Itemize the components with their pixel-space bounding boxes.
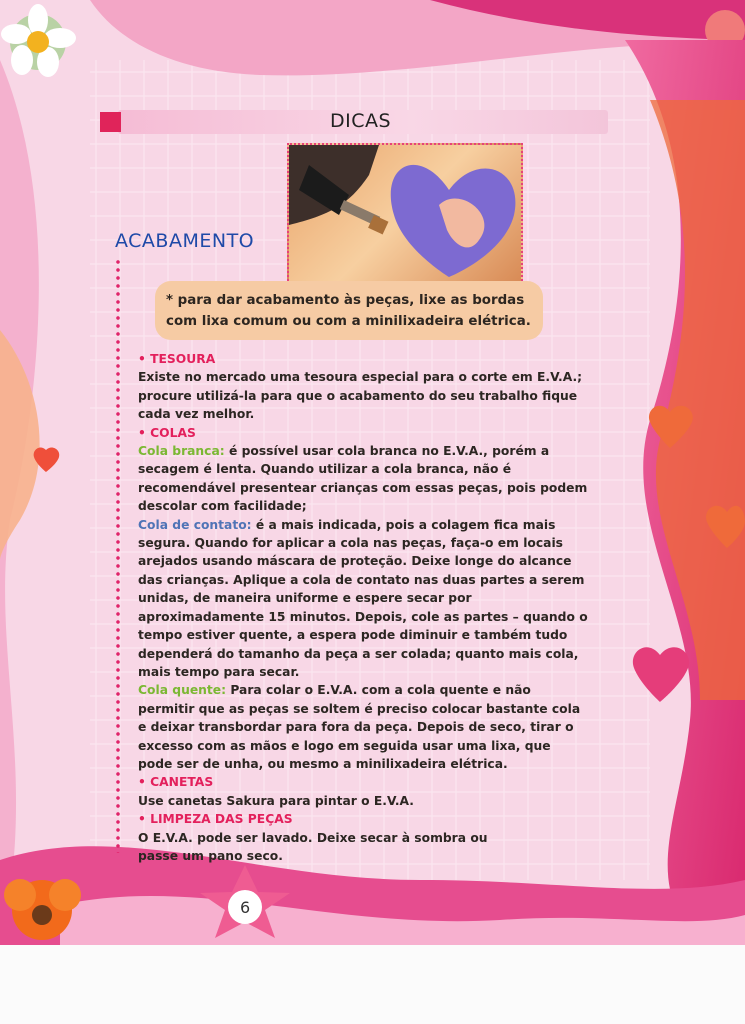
cola-quente-paragraph [138,681,588,773]
limpeza-heading: • LIMPEZA DAS PEÇAS [138,812,293,827]
tesoura-heading: • TESOURA [138,352,216,366]
colas-heading: • COLAS [138,425,196,440]
note-text: * para dar acabamento às peças, lixe as bordas com lixa comum ou com a minilixadeira elétrica. [166,293,531,329]
dotted-divider [116,258,120,853]
page-title: DICAS [330,110,392,132]
cola-quente-text: Para colar o E.V.A. com a cola quente e não permitir que as peças se soltem é preciso colocar bastante cola e deixar transbordar para fora da peça. Depois de seco, tirar o excesso com as mãos e logo em seguida usar uma lixa, que pode ser de unha, ou mesmo a minilixadeira elétrica. [138,683,581,771]
canetas-heading: • CANETAS [138,775,214,790]
canetas-text: Use canetas Sakura para pintar o E.V.A. [138,793,414,808]
cola-contato-label: Cola de contato: [138,517,252,532]
cola-branca-paragraph [138,442,588,516]
limpeza-text: O E.V.A. pode ser lavado. Deixe secar à sombra ou passe um pano seco. [138,830,488,863]
tips-body [138,350,588,865]
cola-quente-label: Cola quente: [138,683,227,698]
cola-contato-text: é a mais indicada, pois a colagem fica mais segura. Quando for aplicar a cola nas peças, faça-o em locais arejados usando máscara de proteção. Deixe longe do alcance das crianças. Aplique a cola de contato nas duas partes a serem unidas, de maneira uniforme e espere secar por aproximadamente 15 minutos. Depois, cole as partes – quando o tempo estiver quente, a espera pode diminuir e também tudo dependerá do tamanho da peça a ser colada; quanto mais cola, mais tempo para secar. [138,517,588,679]
title-marker-square [100,112,121,132]
sanding-photo [287,143,523,285]
tesoura-text: Existe no mercado uma tesoura especial para o corte em E.V.A.; procure utilizá-la para que o acabamento do seu trabalho fique cada vez melhor. [138,370,583,422]
cola-branca-label: Cola branca: [138,444,225,459]
section-title: ACABAMENTO [115,230,255,252]
cola-contato-paragraph [138,516,588,682]
page-number: 6 [240,898,251,917]
cola-branca-text: é possível usar cola branca no E.V.A., porém a secagem é lenta. Quando utilizar a cola branca, não é recomendável presentear crianças com essas peças, pois podem descolar com facilidade; [138,444,588,514]
